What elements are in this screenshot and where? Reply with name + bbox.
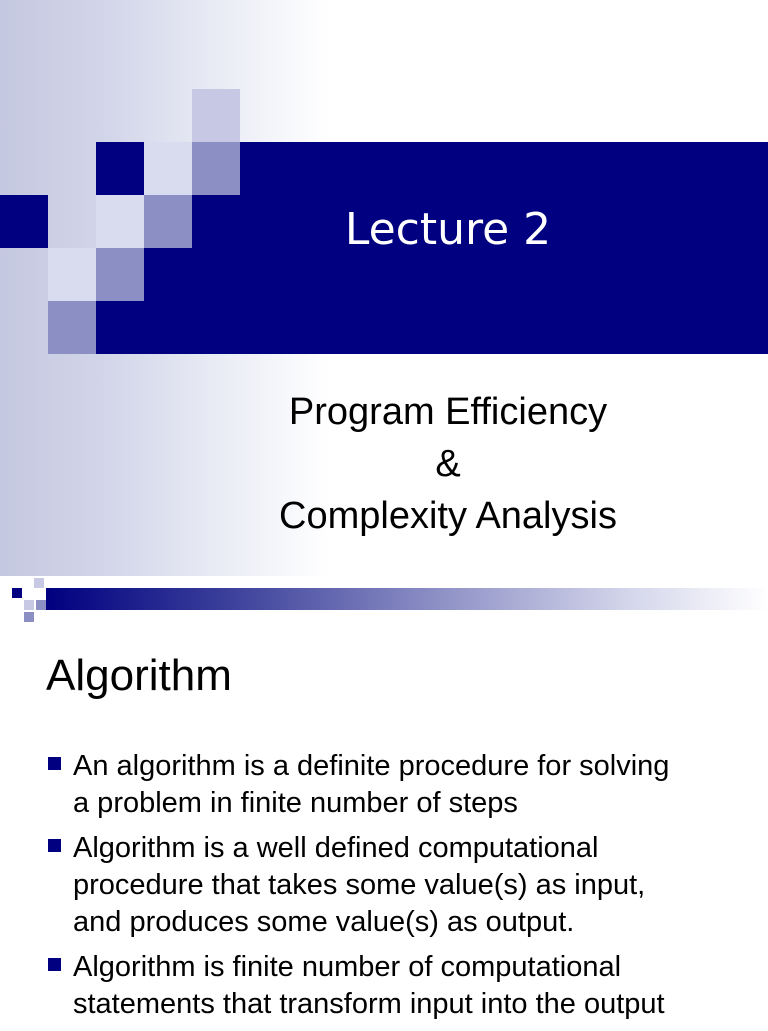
bullet-line: Algorithm is finite number of computational [73,951,622,983]
bullet-text [73,748,746,822]
divider-pixel [36,600,46,610]
bullet-line: procedure that takes some value(s) as input, [73,869,646,901]
lecture-subtitle [228,386,668,542]
square-bullet-icon [48,757,61,770]
square-bullet-icon [48,958,61,971]
decor-square [48,248,96,301]
divider-pixel [12,588,22,598]
lecture-title: Lecture 2 [344,204,552,255]
bullet-line: Algorithm is a well defined computational [73,832,599,864]
decor-square [192,142,240,195]
bullet-line: and produces some value(s) as output. [73,906,575,938]
slide-heading: Algorithm [46,651,232,700]
bullet-line: a problem in finite number of steps [73,787,518,819]
decor-square [48,301,96,354]
bullet-line: statements that transform input into the output [73,988,665,1020]
divider-pixel [24,600,34,610]
square-bullet-icon [48,839,61,852]
decor-square [192,89,240,142]
bullet-item [46,830,746,941]
decor-square [96,248,144,301]
bullet-text [73,830,746,941]
subtitle-line: Complexity Analysis [279,495,617,537]
decor-square [96,195,144,248]
divider-pixel [24,612,34,622]
bullet-item [46,748,746,822]
bullet-text [73,949,746,1023]
decor-square [144,142,192,195]
decor-square [144,195,192,248]
divider-pixel [34,578,44,588]
decor-square [0,195,48,248]
bullet-list [46,748,746,1031]
bullet-item [46,949,746,1023]
bullet-line: An algorithm is a definite procedure for solving [73,750,670,782]
subtitle-line: & [435,443,461,485]
divider-bar [46,588,768,610]
subtitle-line: Program Efficiency [288,391,608,433]
